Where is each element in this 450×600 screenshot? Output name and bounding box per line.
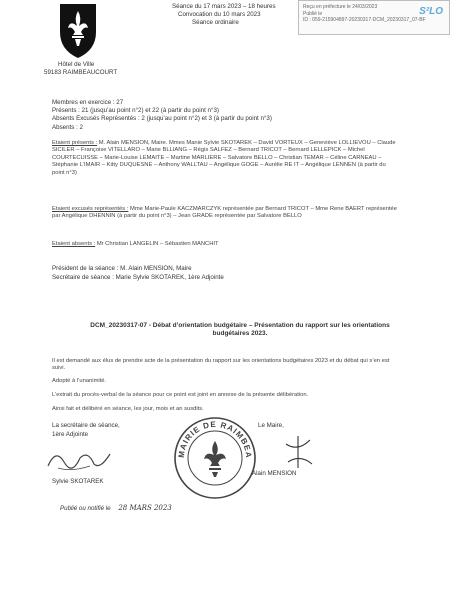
present-count: Présents : 21 (jusqu’au point n°2) et 22 (à partir du point n°3) (52, 107, 219, 114)
town-hall-seal (172, 415, 258, 501)
mayor-name: Alain MENSION (252, 470, 297, 477)
town-crest-logo (58, 2, 98, 60)
deliberation-title-line1: DCM_20230317-07 - Débat d’orientation budgétaire – Présentation du rapport sur les orientations (90, 322, 390, 329)
receipt-date: Reçu en préfecture le 24/03/2023 (303, 4, 378, 10)
prefecture-receipt-stamp (298, 0, 450, 35)
publication-label: Publié le (303, 10, 323, 17)
secretary-role: 1ère Adjointe (52, 431, 89, 438)
excused-members-block (52, 206, 398, 221)
secretary-name: Sylvie SKOTAREK (52, 478, 104, 485)
session-president: Président de la séance : M. Alain MENSION, Maire (52, 265, 192, 272)
act-identifier: ID : 059-215904897-20230317-DCM_20230317_07-BF (303, 17, 426, 23)
secretary-signature-title: La secrétaire de séance, (52, 422, 120, 429)
excused-members-label: Etaient excusés représentés : (52, 206, 129, 212)
members-in-office: Membres en exercice : 27 (52, 99, 124, 106)
deliberation-request: Il est demandé aux élus de prendre acte de la présentation du rapport sur les orientations budgétaires 2023 et du débat qui s’en est suivi. (52, 358, 390, 372)
present-members-block (52, 140, 398, 177)
absent-members-text: Mr Christian LANGELIN – Sébastien MANCHIT (96, 241, 219, 247)
deliberation-title (90, 322, 390, 339)
s2lo-logo: S²LO (419, 6, 443, 17)
closing-formula: Ainsi fait et délibéré en séance, les jour, mois et an susdits. (52, 406, 204, 412)
vote-result: Adopté à l’unanimité. (52, 378, 107, 384)
publication-date-handwritten: 28 MARS 2023 (118, 504, 172, 512)
present-members-label: Etaient présents : (52, 140, 98, 146)
deliberation-title-line2: budgétaires 2023. (212, 330, 268, 338)
session-type: Séance ordinaire (192, 19, 239, 26)
absent-members-label: Etaient absents : (52, 241, 96, 247)
publication-label: Publié ou notifié le (60, 505, 111, 512)
session-secretary: Secrétaire de séance : Marie Sylvie SKOTAREK, 1ère Adjointe (52, 274, 224, 281)
publication-notice (60, 504, 172, 513)
convocation-date: Convocation du 10 mars 2023 (178, 11, 261, 18)
absent-count: Absents : 2 (52, 124, 83, 131)
present-members-text: M. Alain MENSION, Maire. Mmes Manie Sylvie SKOTAREK – David VORTEUX – Geneviève LOLLIEVOU – Claude SICILER – Françoise VITELLARO – Marie BLLIANG – Régis SALFEZ – Bernard TRICOT – Bernard LELLEPICK – Michel COURTECUISSE – Marie-Louise LEMAITE – Martine MARLIERE – Salvatore BELLO – Christian TEMAR – Céline CARNEAU – Stéphanie L'IMAIR – Kitty DUQUESNE – Anthony WALLTAU – Angélique GOGE – Aurélie RE IT – Angélique LENNEN (à partir du point n°3) (52, 140, 396, 176)
absent-members-block (52, 241, 398, 248)
excused-count: Absents Excusés Représentés : 2 (jusqu’au point n°2) et 3 (à partir du point n°3) (52, 115, 272, 122)
annex-note: L’extrait du procès-verbal de la séance pour ce point est joint en annexe de la présente délibération. (52, 392, 309, 398)
mayor-signature-title: Le Maire, (258, 422, 284, 429)
excused-members-text: Mme Marie-Paule KACZMARCZYK représentée par Bernard TRICOT – Mme Rene BAERT représentée par Angélique DHENNIN (à partir du point n°3) – Jean GRADE représentée par Salvatore BELLO (52, 206, 397, 220)
org-name: Hôtel de Ville (58, 61, 95, 68)
seal-text: MAIRIE DE RAIMBEA (176, 419, 254, 459)
secretary-signature (44, 444, 114, 479)
session-date: Séance du 17 mars 2023 – 18 heures (172, 3, 276, 10)
org-address: 59183 RAIMBEAUCOURT (44, 69, 118, 76)
